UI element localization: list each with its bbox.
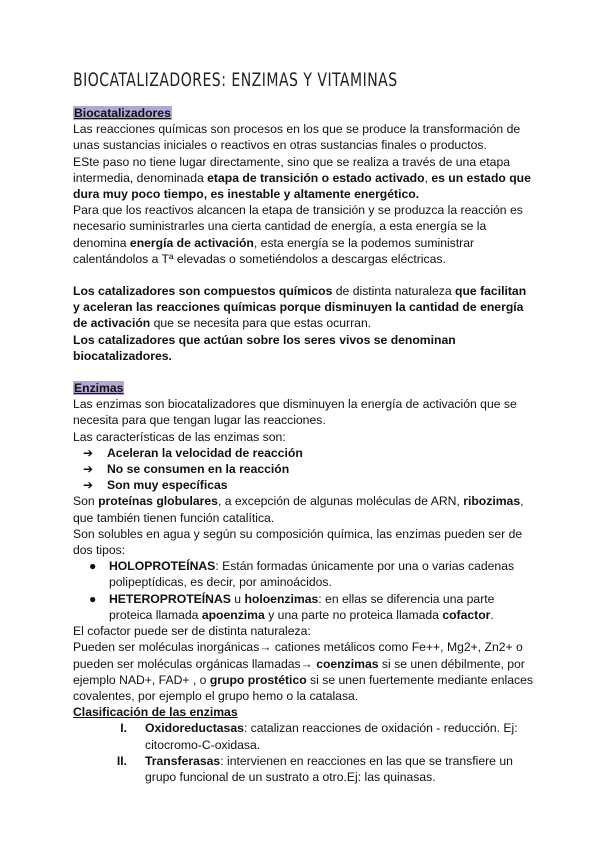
arrow-icon: ➔	[83, 445, 94, 460]
list-item: I. Oxidoreductasas: catalizan reacciones de oxidación - reducción. Ej: citocromo-C-oxidasa.	[120, 721, 518, 752]
bullet-icon: ●	[89, 591, 97, 606]
paragraph-reacciones: Las reacciones químicas son procesos en los que se produce la transformación de unas sustancias iniciales o reactivos en otras sustancias finales o productos.	[73, 122, 521, 153]
paragraph-catalizadores: Los catalizadores son compuestos químicos de distinta naturaleza que facilitan y aceleran las reacciones químicas porque disminuyen la cantidad de energía de activación que se necesita para que estas ocurran.	[73, 284, 527, 331]
arrow-icon: ➔	[83, 462, 94, 477]
paragraph-cofactor: El cofactor puede ser de distinta naturaleza:	[73, 624, 311, 639]
spacer	[73, 364, 533, 380]
section-heading-clasificacion: Clasificación de las enzimas	[73, 705, 238, 720]
paragraph-biocatalizadores-def: Los catalizadores que actúan sobre los seres vivos se denominan biocatalizadores.	[73, 332, 456, 363]
list-item: ● HETEROPROTEÍNAS u holoenzimas: en ellas se diferencia una parte proteica llamada apoenzima y una parte no proteica llamada cofactor.	[73, 591, 533, 623]
list-item: ➔ Son muy específicas	[83, 478, 228, 493]
list-item: ➔ Aceleran la velocidad de reacción	[83, 445, 303, 460]
arrow-icon: ➔	[83, 478, 94, 493]
characteristics-list	[73, 445, 533, 494]
list-item: II. Transferasas: intervienen en reacciones en las que se transfiere un grupo funcional de un sustrato a otro.Ej: las quinasas.	[116, 753, 513, 784]
paragraph-cofactor-types: Pueden ser moléculas inorgánicas→ cationes metálicos como Fe++, Mg2+, Zn2+ o pueden ser moléculas orgánicas llamadas→ coenzimas si se unen débilmente, por ejemplo NAD+, FAD+ , o grupo prostético si se unen fuertemente mediante enlaces covalentes, por ejemplo el grupo hemo o la catalasa.	[73, 640, 533, 703]
paragraph-proteinas-globulares: Son proteínas globulares, a excepción de algunas moléculas de ARN, ribozimas, que también tienen función catalítica.	[73, 494, 524, 525]
spacer	[73, 267, 533, 283]
section-heading-enzimas: Enzimas	[74, 381, 124, 396]
section-heading-biocatalizadores: Biocatalizadores	[74, 106, 171, 120]
paragraph-etapa-transicion: ESte paso no tiene lugar directamente, sino que se realiza a través de una etapa intermedia, denominada etapa de transición o estado activado, es un estado que dura muy poco tiempo, es inestable y altamente energético.	[73, 154, 531, 202]
document-title: BIOCATALIZADORES: ENZIMAS Y VITAMINAS	[73, 69, 398, 91]
list-item: ➔ No se consumen en la reacción	[83, 462, 290, 477]
bullet-icon: ●	[89, 559, 97, 574]
paragraph-energia-activacion: Para que los reactivos alcancen la etapa de transición y se produzca la reacción es necesario suministrarles una cierta cantidad de energía, a esta energía se la denomina energía de activación, esta energía se la podemos suministrar calentándolos a Tª elevadas o sometiéndolos a descargas eléctricas.	[73, 203, 523, 266]
paragraph-caracteristicas: Las características de las enzimas son:	[73, 429, 286, 444]
list-item: ● HOLOPROTEÍNAS: Están formadas únicamente por una o varias cadenas polipeptídicas, es decir, por aminoácidos.	[73, 558, 533, 590]
paragraph-enzimas-def: Las enzimas son biocatalizadores que disminuyen la energía de activación que se necesita para que tengan lugar las reacciones.	[73, 397, 517, 428]
enzyme-types-list	[73, 558, 533, 623]
paragraph-solubles: Son solubles en agua y según su composición química, las enzimas pueden ser de dos tipos:	[73, 526, 523, 558]
classification-list	[73, 720, 533, 785]
document-content	[73, 105, 533, 785]
